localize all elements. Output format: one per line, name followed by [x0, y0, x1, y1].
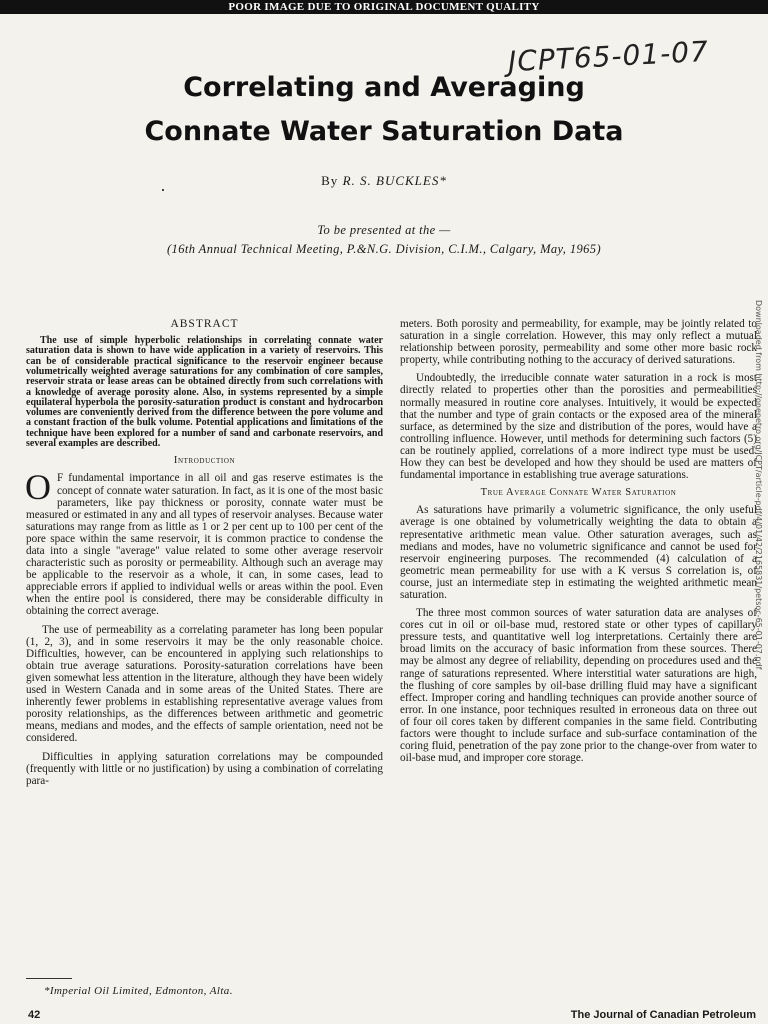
right-paragraph-4: The three most common sources of water saturation data are analyses of cores cut in oil or oil-base mud, restored state or other types of capillary pressure tests, and quantitative well log interpretations. Certainly there are broad limits on the accuracy of basic information from these sources. There may be almost any degree of reliability, depending on procedures used and the range of saturations represented. Where interstitial water saturations are high, the flushing of core samples by oil-base drilling fluid may have a significant effect. Improper coring and handling techniques can provide another source of error. In one instance, poor techniques resulted in erroneous data on three out of four oil cores taken by different companies in the same field. Contributing factors were thought to include surface and sub-surface contamination of the coring fluid, penetration of the pay zone prior to the change-over from water to oil-base mud, and improper core storage. — [400, 607, 757, 765]
paper-title-line-1: Correlating and Averaging — [183, 72, 585, 103]
right-column — [400, 318, 757, 770]
quality-banner: POOR IMAGE DUE TO ORIGINAL DOCUMENT QUALITY — [0, 0, 768, 14]
right-paragraph-3: As saturations have primarily a volumetric significance, the only useful average is one obtained by volumetrically weighting the data to obtain a representative arithmetic mean value. Other saturation averages, such as medians and modes, have no volumetric significance and cannot be used for reservoir engineering purposes. The recommended (4) calculation of a geometric mean permeability for use with a K versus S correlation is, of course, just an intermediate step in estimating the weighted arithmetic mean saturation. — [400, 504, 757, 601]
speck — [162, 189, 164, 191]
intro-paragraph-3: Difficulties in applying saturation correlations may be compounded (frequently with little or no justification) by using a combination of correlating para- — [26, 750, 383, 787]
page-number: 42 — [28, 1009, 41, 1021]
intro-paragraph-1-text: F fundamental importance in all oil and gas reserve estimates is the concept of connate water saturation. In fact, as it is one of the most basic parameters, like pay thickness or porosity, connate water must be measured or estimated in any and all types of reservoir analyses. Because water saturations may range from as little as 1 or 2 per cent up to 100 per cent of the pore space within the same reservoir, it is common practice to condense the data into a single "average" value related to some other average reservoir characteristic such as porosity or permeability. Although such an average may be applicable to the reservoir as a whole, it can, in some cases, lead to appreciable errors if applied to individual wells or areas within the pool. Even when the entire pool is considered, there may be considerable difficulty in obtaining the correct average. — [26, 472, 383, 618]
author-name: R. S. BUCKLES* — [342, 173, 447, 188]
abstract-heading: ABSTRACT — [170, 318, 239, 330]
intro-paragraph-2: The use of permeability as a correlating parameter has long been popular (1, 2, 3), and in some reservoirs it may be the only reasonable choice. Difficulties, however, can be encountered in applying such relationships to obtain true average saturations. Porosity-saturation correlations have been given somewhat less attention in the literature, although they have been widely used in Western Canada and in some areas of the United States. There are inherently fewer problems in establishing representative average values from porosity relationships, as the differences between arithmetic and geometric means, medians and modes, and the effects of sample orientation, need not be considered. — [26, 623, 383, 745]
journal-name: The Journal of Canadian Petroleum — [570, 1009, 756, 1021]
byline-prefix: By — [321, 173, 339, 188]
download-side-stamp-text: Downloaded from http://onepetro.org/JCPT/article-pdf/4/01/42/2165831/petsoc-65-01-07.pdf — [754, 300, 763, 670]
presentation-meeting: (16th Annual Technical Meeting, P.&N.G. Division, C.I.M., Calgary, May, 1965) — [166, 242, 602, 256]
paper-title-line-2: Connate Water Saturation Data — [144, 116, 624, 147]
section-heading-true-average: True Average Connate Water Saturation — [480, 487, 677, 499]
abstract-text: The use of simple hyperbolic relationships in correlating connate water saturation data is shown to have wide application in a variety of reservoirs. This can be of considerable practical significance to the reservoir engineer because volumetrically weighted average saturations for any combination of core samples, reservoir strata or lease areas can be obtained directly from such correlations with a knowledge of average porosity alone. Also, in systems represented by a simple equilateral hyperbola the porosity-saturation product is constant and hydrocarbon volumes are conveniently derived from the difference between the pore volume and a constant fraction of the bulk volume. Potential applications and limitations of the technique have been explored for a number of sand and carbonate reservoirs, and several examples are described. — [26, 335, 383, 450]
presentation-note: To be presented at the — — [317, 223, 451, 237]
footnote: *Imperial Oil Limited, Edmonton, Alta. — [44, 985, 233, 997]
left-column — [26, 318, 383, 793]
right-paragraph-1: meters. Both porosity and permeability, for example, may be jointly related to saturation in a single correlation. However, this may only reflect a mutual relationship between porosity, permeability and some other more basic rock property, while contributing nothing to the accuracy of derived saturations. — [400, 318, 757, 367]
footnote-rule — [26, 978, 72, 979]
intro-paragraph-1 — [25, 467, 383, 618]
drop-cap: O — [25, 467, 51, 508]
byline — [0, 173, 768, 189]
handwritten-document-code: JCPT65-01-07 — [507, 34, 710, 79]
download-side-stamp — [752, 300, 764, 680]
right-paragraph-2: Undoubtedly, the irreducible connate water saturation in a rock is most directly related to properties other than the porosities and permeabilities normally measured in routine core analyses. Intuitively, it would be expected that the number and type of grain contacts or the exposed area of the mineral surface, as determined by the size and distribution of the pores, would have a controlling influence. However, until methods for determining such factors (5) can be routinely applied, correlations of a more indirect type must be used. How they can best be developed and how they should be used are matters of fundamental importance in establishing true average saturations. — [400, 372, 757, 482]
introduction-heading: Introduction — [173, 455, 236, 467]
